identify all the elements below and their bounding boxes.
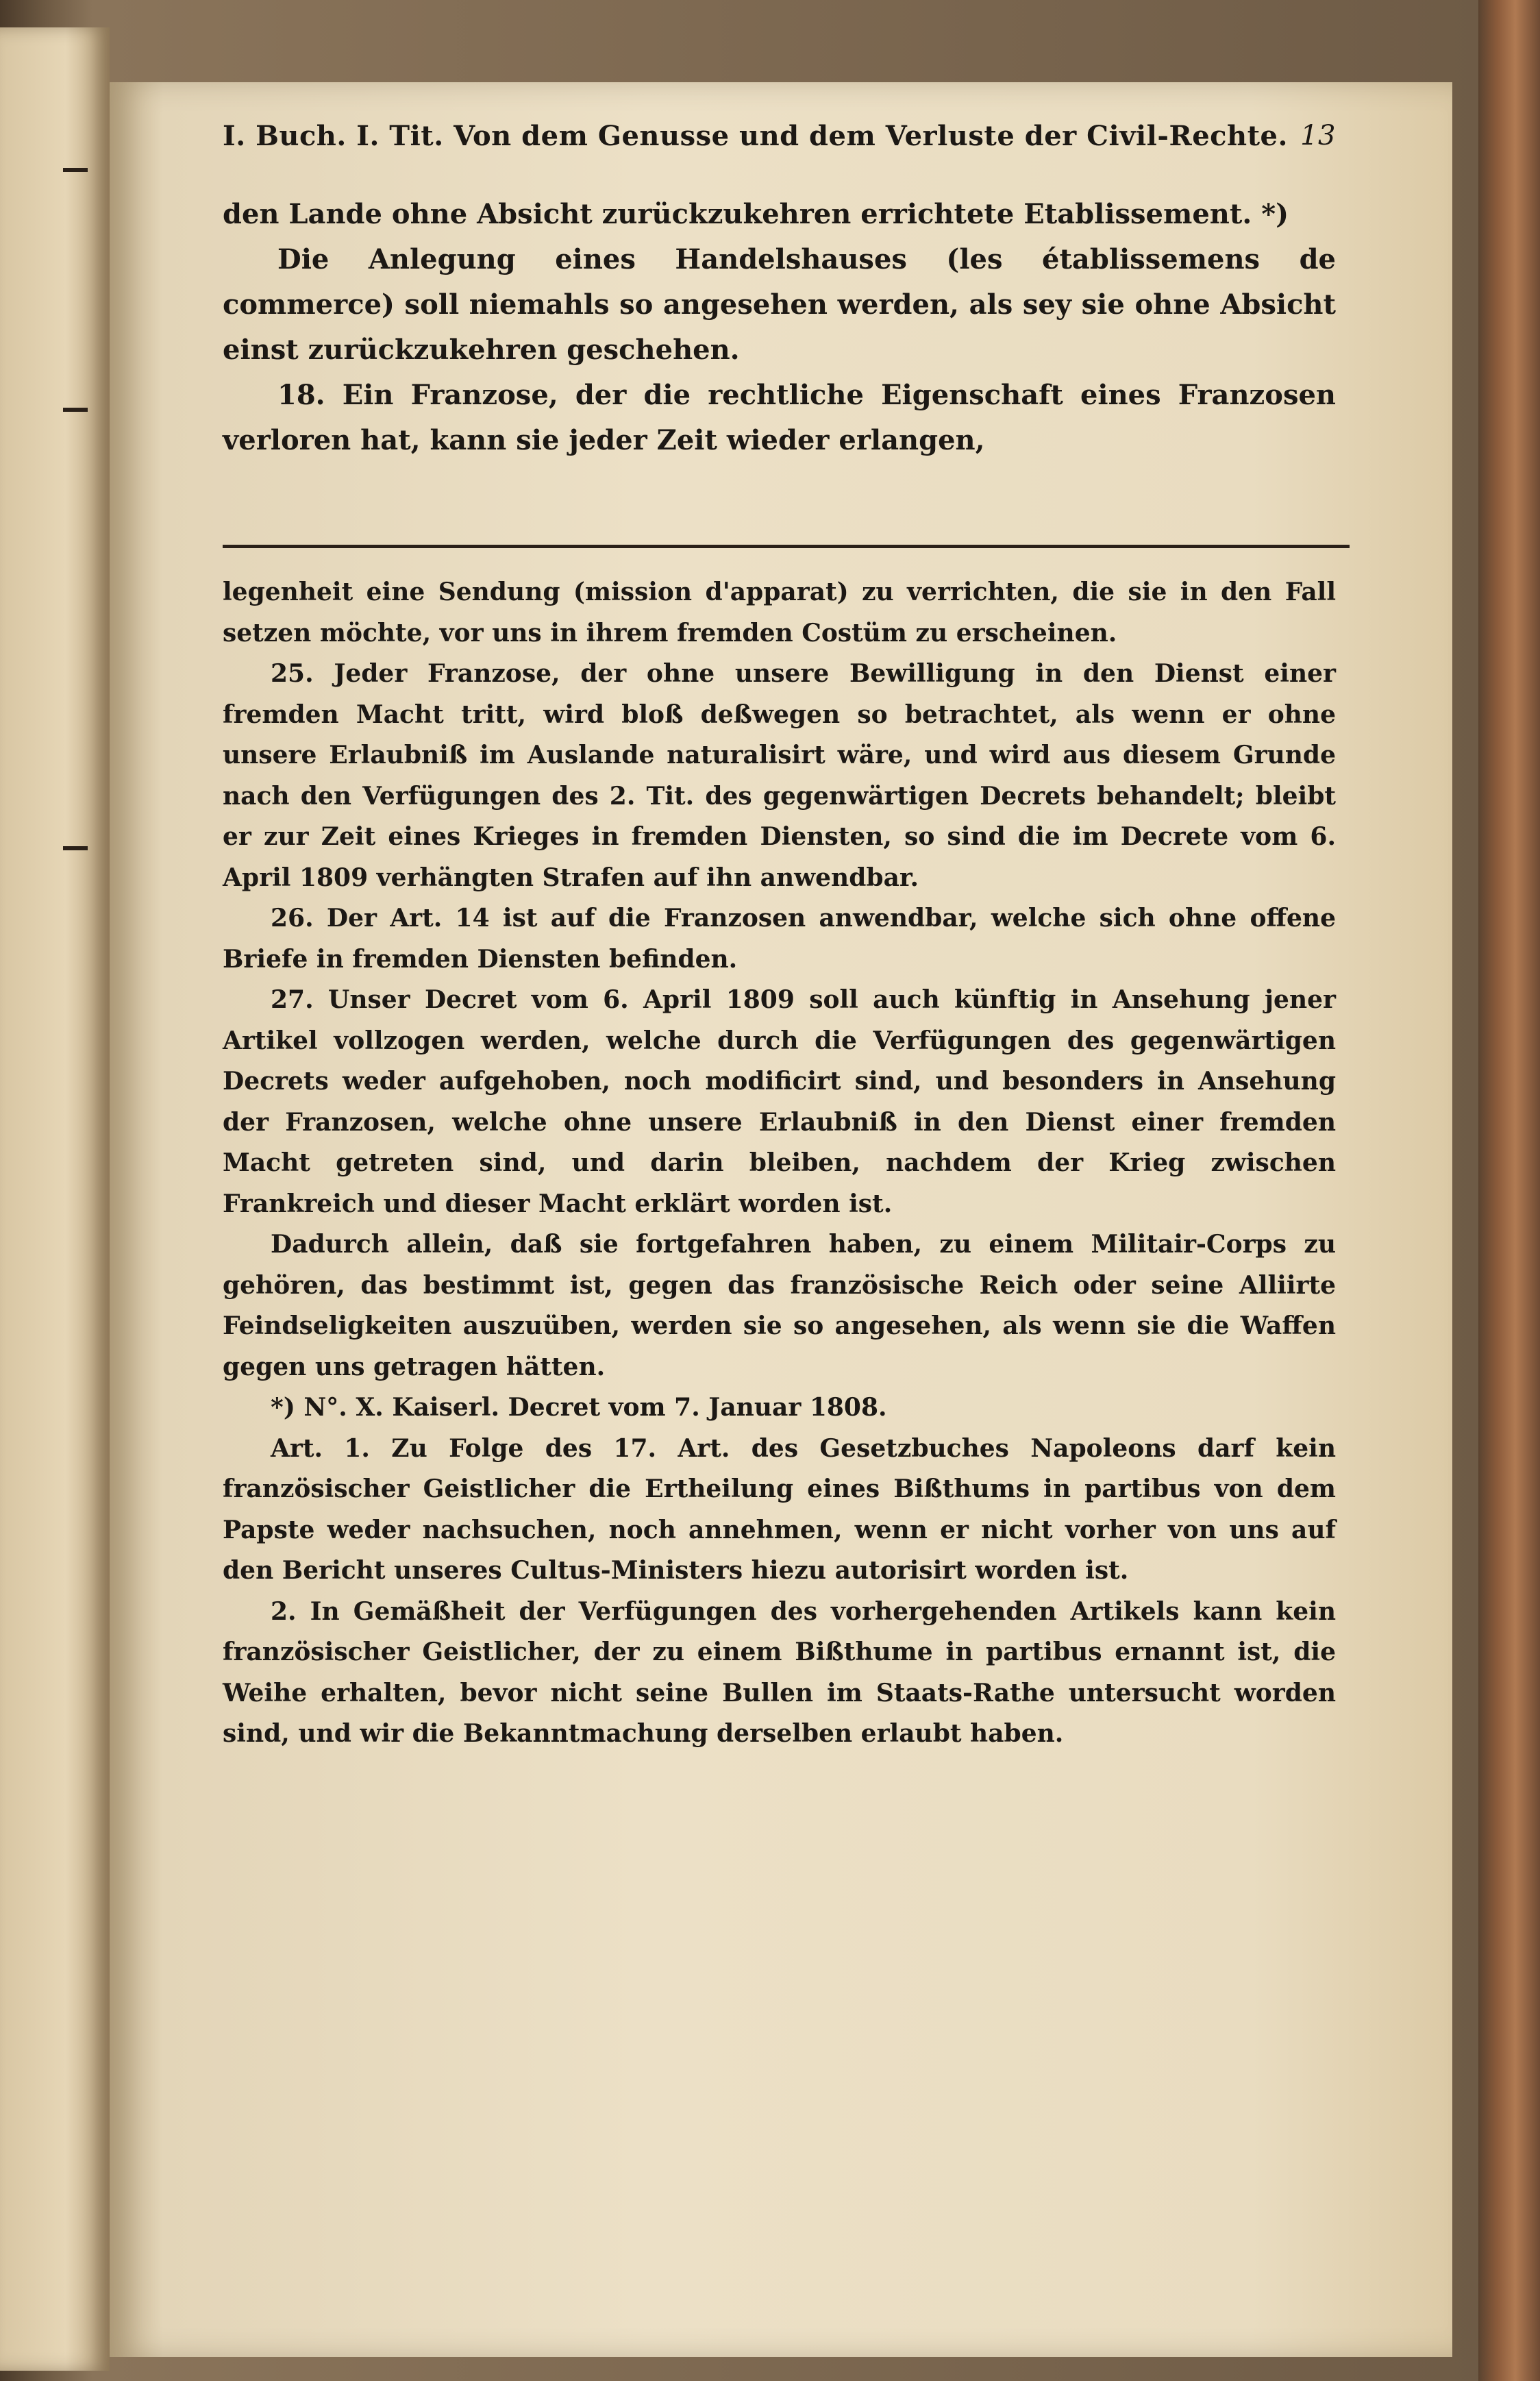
footnote-paragraph: Dadurch allein, daß sie fortgefahren haben, zu einem Militair-Corps zu gehören, das bestimmt ist, gegen das französische Reich oder seine Alliirte Feindseligkeiten auszuüben, werden sie so angesehen, als wenn sie die Waffen gegen uns getragen hätten.: [223, 1230, 1336, 1381]
footnote-paragraph: legenheit eine Sendung (mission d'apparat) zu verrichten, die sie in den Fall setzen möchte, vor uns in ihrem fremden Costüm zu erscheinen.: [223, 578, 1336, 647]
footnote-paragraph: 27. Unser Decret vom 6. April 1809 soll auch künftig in Ansehung jener Artikel vollzogen werden, welche durch die Verfügungen des gegenwärtigen Decrets weder aufgehoben, noch modificirt sind, und besonders in Ansehung der Franzosen, welche ohne unsere Erlaubniß in den Dienst einer fremden Macht getreten sind, und darin bleiben, nachdem der Krieg zwischen Frankreich und dieser Macht erklärt worden ist.: [223, 985, 1336, 1218]
page-number: 13: [1300, 120, 1336, 151]
footnote-paragraph: *) N°. X. Kaiserl. Decret vom 7. Januar 1808.: [271, 1393, 887, 1422]
footnote-text: [223, 572, 1336, 1755]
main-paragraph: 18. Ein Franzose, der die rechtliche Eigenschaft eines Franzosen verloren hat, kann sie jeder Zeit wieder erlangen,: [223, 379, 1336, 456]
main-text: [223, 192, 1336, 463]
main-paragraph: Die Anlegung eines Handelshauses (les établissemens de commerce) soll niemahls so angesehen werden, als sey sie ohne Absicht einst zurückzukehren geschehen.: [223, 243, 1336, 366]
margin-mark: [63, 168, 88, 172]
header-title: I. Buch. I. Tit. Von dem Genusse und dem Verluste der Civil-Rechte.: [223, 120, 1288, 152]
facing-page-edge: [0, 27, 110, 2371]
book-cover-edge: [1478, 0, 1540, 2381]
footnote-paragraph: 2. In Gemäßheit der Verfügungen des vorhergehenden Artikels kann kein französischer Geistlicher, der zu einem Bißthume in partibus ernannt ist, die Weihe erhalten, bevor nicht seine Bullen im Staats-Rathe untersucht worden sind, und wir die Bekanntmachung derselben erlaubt haben.: [223, 1596, 1336, 1748]
footnote-rule: [223, 545, 1350, 548]
footnote-paragraph: 25. Jeder Franzose, der ohne unsere Bewilligung in den Dienst einer fremden Macht tritt, wird bloß deßwegen so betrachtet, als wenn er ohne unsere Erlaubniß im Auslande naturalisirt wäre, und wird aus diesem Grunde nach den Verfügungen des 2. Tit. des gegenwärtigen Decrets behandelt; bleibt er zur Zeit eines Krieges in fremden Diensten, so sind die im Decrete vom 6. April 1809 verhängten Strafen auf ihn anwendbar.: [223, 659, 1336, 892]
margin-mark: [63, 846, 88, 850]
footnote-paragraph: Art. 1. Zu Folge des 17. Art. des Gesetzbuches Napoleons darf kein französischer Geistlicher die Ertheilung eines Bißthums in partibus von dem Papste weder nachsuchen, noch annehmen, wenn er nicht vorher von uns auf den Bericht unseres Cultus-Ministers hiezu autorisirt worden ist.: [223, 1433, 1336, 1585]
main-paragraph: den Lande ohne Absicht zurückzukehren errichtete Etablissement. *): [223, 198, 1289, 230]
margin-mark: [63, 408, 88, 412]
running-header: [223, 120, 1336, 152]
footnote-paragraph: 26. Der Art. 14 ist auf die Franzosen anwendbar, welche sich ohne offene Briefe in fremden Diensten befinden.: [223, 904, 1336, 974]
